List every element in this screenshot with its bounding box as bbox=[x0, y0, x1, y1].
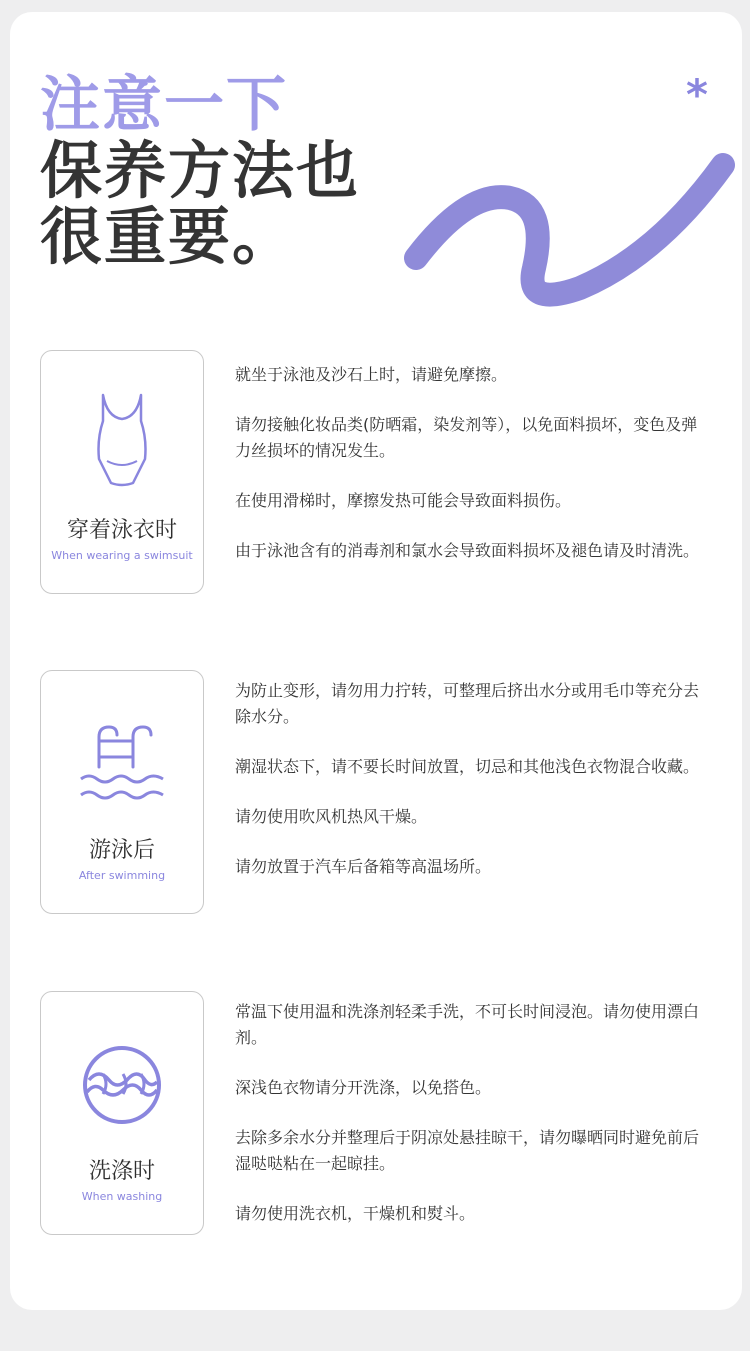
section-subtitle: When wearing a swimsuit bbox=[51, 549, 193, 562]
tip-item: 深浅色衣物请分开洗涤，以免搭色。 bbox=[235, 1078, 492, 1097]
tip-item: 就坐于泳池及沙石上时，请避免摩擦。 bbox=[235, 365, 508, 384]
title-line-1: 注意一下 bbox=[40, 70, 288, 140]
tip-item: 请勿使用吹风机热风干燥。 bbox=[235, 807, 428, 826]
tip-item: 为防止变形，请勿用力拧转，可整理后挤出水分或用毛巾等充分去除水分。 bbox=[235, 681, 700, 726]
section-card bbox=[40, 350, 204, 594]
tip-item: 请勿使用洗衣机，干燥机和熨斗。 bbox=[235, 1204, 476, 1223]
pool-ladder-icon bbox=[41, 723, 203, 809]
tip-item: 由于泳池含有的消毒剂和氯水会导致面料损坏及褪色请及时清洗。 bbox=[235, 541, 700, 560]
tips-list bbox=[235, 999, 705, 1251]
section-card bbox=[40, 991, 204, 1235]
wave-ribbon-graphic bbox=[398, 140, 743, 315]
tip-item: 潮湿状态下，请不要长时间放置，切忌和其他浅色衣物混合收藏。 bbox=[235, 757, 700, 776]
tips-list bbox=[235, 362, 705, 588]
hand-wash-icon bbox=[41, 1044, 203, 1130]
tips-list bbox=[235, 678, 705, 904]
tip-item: 去除多余水分并整理后于阴凉处悬挂晾干，请勿曝晒同时避免前后湿哒哒粘在一起晾挂。 bbox=[235, 1128, 700, 1173]
section-title: 穿着泳衣时 bbox=[66, 518, 177, 543]
section-title: 游泳后 bbox=[88, 838, 155, 863]
wave-ribbon-label: Maintenance advice bbox=[563, 180, 678, 270]
tip-item: 在使用滑梯时，摩擦发热可能会导致面料损伤。 bbox=[235, 491, 572, 510]
section-card bbox=[40, 670, 204, 914]
section-subtitle: After swimming bbox=[78, 869, 166, 882]
swimsuit-icon bbox=[41, 389, 203, 493]
title-line-2: 保养方法也 bbox=[40, 134, 361, 207]
page-title bbox=[40, 70, 361, 273]
tip-item: 请勿放置于汽车后备箱等高温场所。 bbox=[235, 857, 492, 876]
asterisk-icon: * bbox=[686, 70, 708, 119]
section-title: 洗涤时 bbox=[88, 1159, 155, 1184]
title-line-3: 很重要。 bbox=[40, 200, 297, 273]
tip-item: 请勿接触化妆品类(防晒霜，染发剂等），以免面料损坏，变色及弹力丝损坏的情况发生。 bbox=[235, 415, 698, 460]
section-subtitle: When washing bbox=[81, 1190, 163, 1203]
tip-item: 常温下使用温和洗涤剂轻柔手洗，不可长时间浸泡。请勿使用漂白剂。 bbox=[235, 1002, 700, 1047]
